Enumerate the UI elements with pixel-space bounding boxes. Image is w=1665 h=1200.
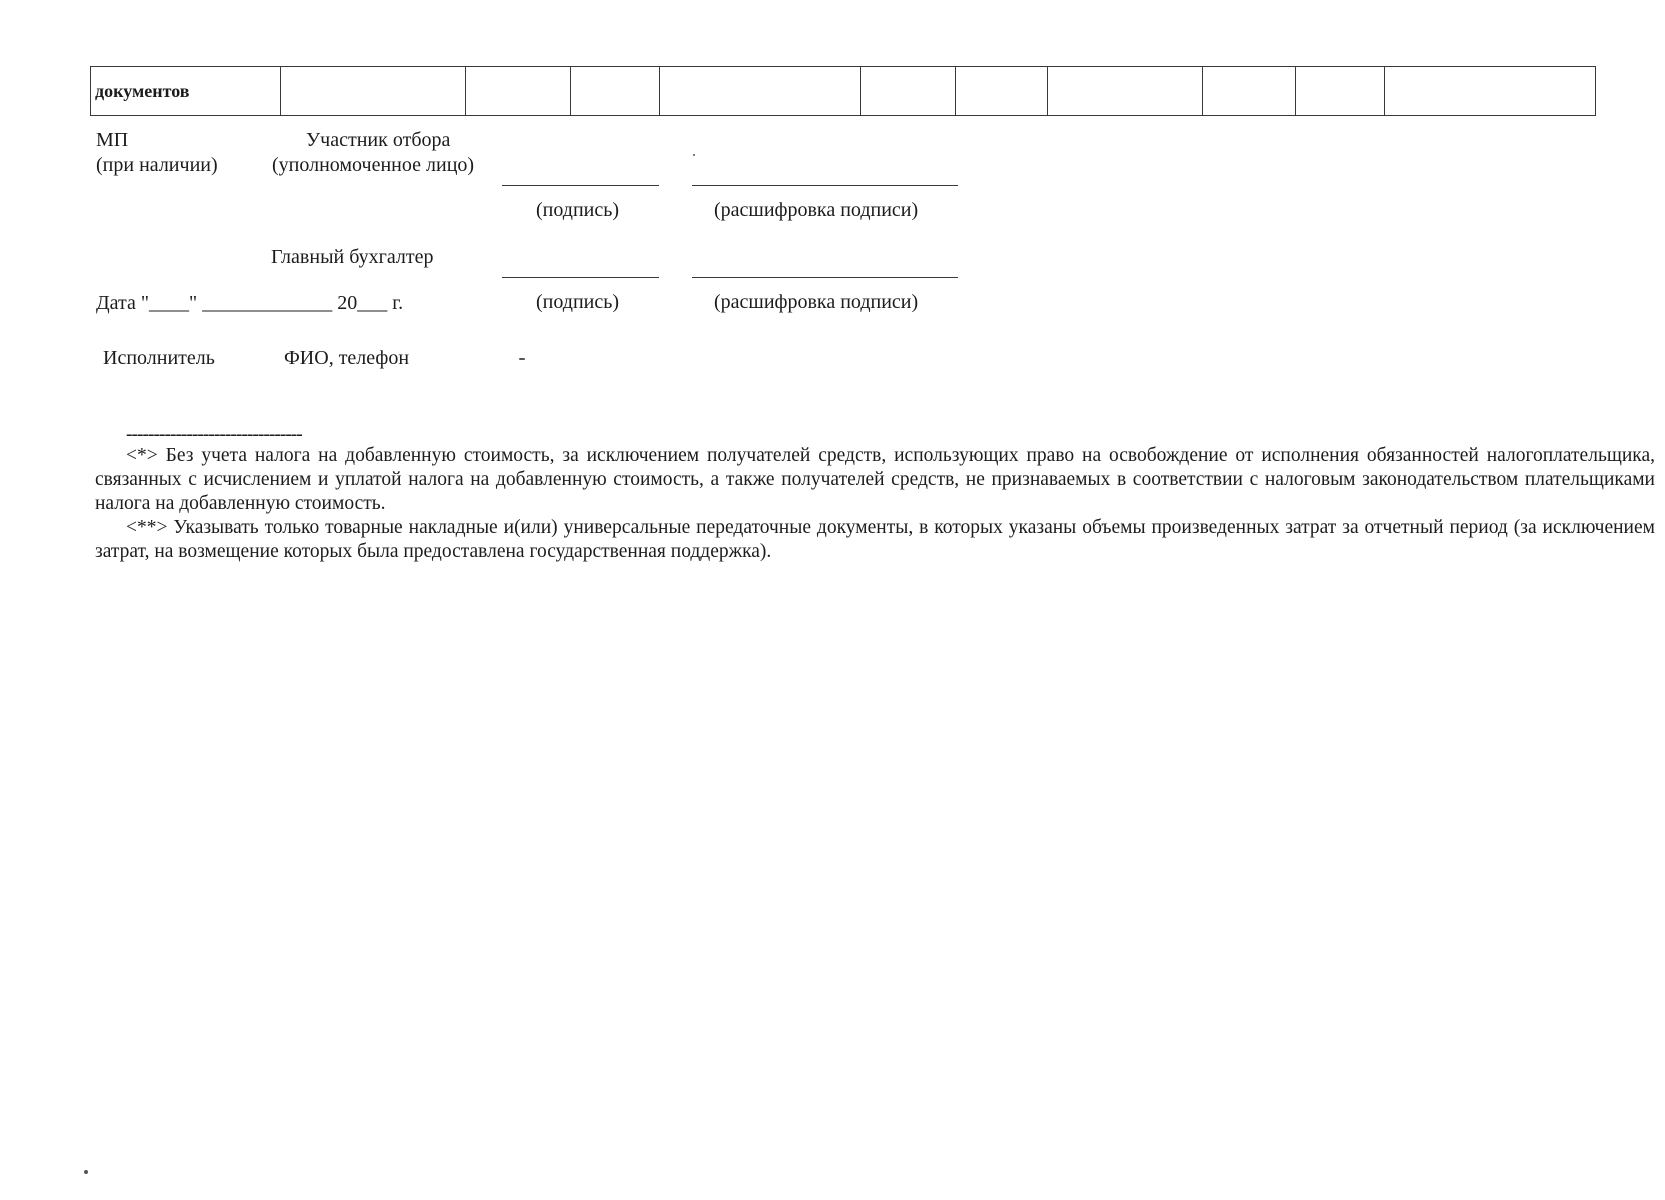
table-cell [571,67,660,116]
table-cell [281,67,466,116]
footnote-2: <**> Указывать только товарные накладные и(или) универсальные передаточные документы, в которых указаны объемы произведенных затрат за отчетный период (за исключением затрат, на возмещение которых была предоставлена государственная поддержка). [95,517,1655,562]
table-cell [1385,67,1596,116]
scan-speck [693,154,695,156]
signature-line [502,185,659,186]
table-cell [660,67,861,116]
table-cell [1296,67,1385,116]
signature-caption: (подпись) [536,199,620,221]
stamp-note: (при наличии) [96,154,218,176]
signature-decoding-line [692,277,958,278]
signature-caption: (подпись) [536,291,620,313]
footnote-separator: -------------------------------- [126,424,302,445]
signature-decoding-caption: (расшифровка подписи) [714,291,919,313]
signature-decoding-line [692,185,958,186]
table-cell [956,67,1048,116]
table-cell [1048,67,1203,116]
participant-label: Участник отбора [306,129,451,151]
scan-speck [84,1170,88,1174]
scan-speck [519,358,525,360]
executor-contact: ФИО, телефон [284,347,410,369]
footnotes [95,426,1655,564]
date-field: Дата "____" _____________ 20___ г. [96,292,404,314]
executor-label: Исполнитель [103,347,215,369]
participant-note: (уполномоченное лицо) [272,154,475,176]
table-cell-documents: документов [91,67,281,116]
chief-accountant-label: Главный бухгалтер [271,246,434,268]
documents-table [90,66,1596,116]
footnote-1: <*> Без учета налога на добавленную стоимость, за исключением получателей средств, использующих право на освобождение от исполнения обязанностей налогоплательщика, связанных с исчислением и уплатой налога на добавленную стоимость, а также получателей средств, не признаваемых в соответствии с налоговым законодательством плательщиками налога на добавленную стоимость. [95,445,1655,514]
signature-line [502,277,659,278]
signature-decoding-caption: (расшифровка подписи) [714,199,919,221]
table-row [91,67,1596,116]
stamp-label: МП [96,129,129,151]
table-cell [1203,67,1296,116]
table-cell [466,67,571,116]
table-cell [861,67,956,116]
